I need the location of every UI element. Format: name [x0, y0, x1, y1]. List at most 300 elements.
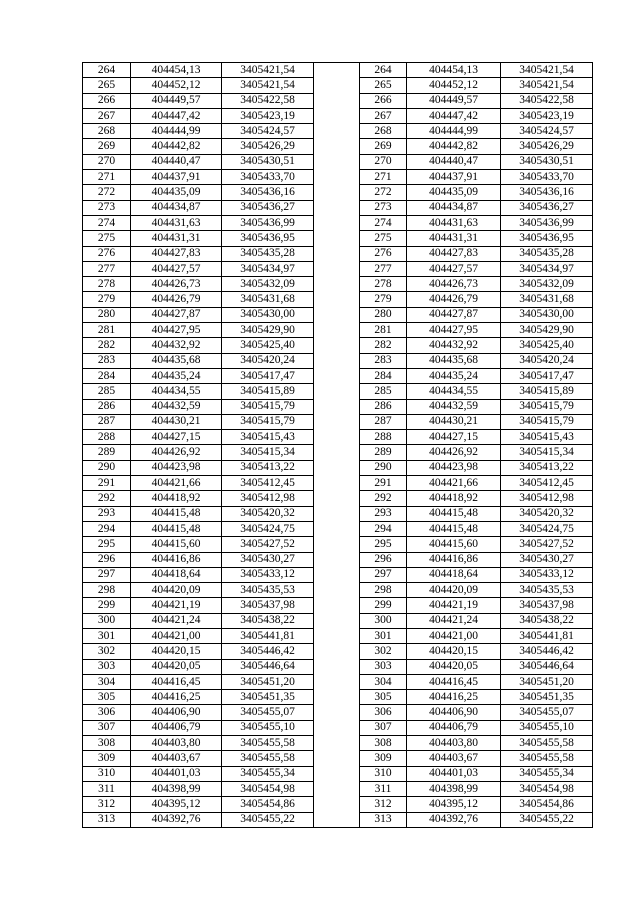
table-row	[83, 384, 593, 399]
table-row	[83, 628, 593, 643]
table-row	[83, 185, 593, 200]
right-point-number-cell: 305	[360, 690, 407, 705]
left-point-number-cell: 290	[83, 460, 131, 475]
left-x-coordinate-cell: 404427,15	[131, 430, 222, 445]
table-row	[83, 338, 593, 353]
table-row	[83, 292, 593, 307]
right-point-number-cell: 292	[360, 491, 407, 506]
right-x-coordinate-cell: 404423,98	[407, 460, 501, 475]
column-gap	[314, 705, 360, 720]
column-gap	[314, 307, 360, 322]
left-x-coordinate-cell: 404420,05	[131, 659, 222, 674]
left-x-coordinate-cell: 404418,92	[131, 491, 222, 506]
column-gap	[314, 460, 360, 475]
column-gap	[314, 521, 360, 536]
right-x-coordinate-cell: 404395,12	[407, 797, 501, 812]
left-point-number-cell: 311	[83, 781, 131, 796]
right-y-coordinate-cell: 3405420,24	[501, 353, 593, 368]
column-gap	[314, 491, 360, 506]
left-point-number-cell: 287	[83, 414, 131, 429]
left-x-coordinate-cell: 404435,24	[131, 368, 222, 383]
column-gap	[314, 430, 360, 445]
right-point-number-cell: 299	[360, 598, 407, 613]
left-y-coordinate-cell: 3405455,58	[222, 736, 314, 751]
column-gap	[314, 690, 360, 705]
column-gap	[314, 139, 360, 154]
right-y-coordinate-cell: 3405451,20	[501, 674, 593, 689]
right-point-number-cell: 297	[360, 567, 407, 582]
left-point-number-cell: 299	[83, 598, 131, 613]
right-point-number-cell: 265	[360, 78, 407, 93]
table-row	[83, 93, 593, 108]
left-point-number-cell: 271	[83, 170, 131, 185]
left-y-coordinate-cell: 3405425,40	[222, 338, 314, 353]
left-y-coordinate-cell: 3405421,54	[222, 78, 314, 93]
left-x-coordinate-cell: 404421,24	[131, 613, 222, 628]
column-gap	[314, 736, 360, 751]
left-x-coordinate-cell: 404426,73	[131, 277, 222, 292]
right-x-coordinate-cell: 404420,15	[407, 644, 501, 659]
right-point-number-cell: 279	[360, 292, 407, 307]
right-x-coordinate-cell: 404447,42	[407, 108, 501, 123]
right-point-number-cell: 306	[360, 705, 407, 720]
left-y-coordinate-cell: 3405415,89	[222, 384, 314, 399]
left-y-coordinate-cell: 3405431,68	[222, 292, 314, 307]
left-point-number-cell: 280	[83, 307, 131, 322]
left-x-coordinate-cell: 404395,12	[131, 797, 222, 812]
right-point-number-cell: 303	[360, 659, 407, 674]
right-point-number-cell: 286	[360, 399, 407, 414]
right-y-coordinate-cell: 3405455,07	[501, 705, 593, 720]
right-point-number-cell: 312	[360, 797, 407, 812]
coordinates-page	[82, 62, 593, 828]
right-point-number-cell: 277	[360, 261, 407, 276]
left-y-coordinate-cell: 3405451,20	[222, 674, 314, 689]
right-point-number-cell: 270	[360, 154, 407, 169]
right-point-number-cell: 304	[360, 674, 407, 689]
column-gap	[314, 93, 360, 108]
table-row	[83, 323, 593, 338]
column-gap	[314, 567, 360, 582]
left-x-coordinate-cell: 404416,25	[131, 690, 222, 705]
right-point-number-cell: 280	[360, 307, 407, 322]
left-x-coordinate-cell: 404434,55	[131, 384, 222, 399]
right-x-coordinate-cell: 404444,99	[407, 124, 501, 139]
left-x-coordinate-cell: 404454,13	[131, 63, 222, 78]
right-x-coordinate-cell: 404426,92	[407, 445, 501, 460]
right-x-coordinate-cell: 404426,73	[407, 277, 501, 292]
column-gap	[314, 414, 360, 429]
right-point-number-cell: 282	[360, 338, 407, 353]
table-row	[83, 78, 593, 93]
right-y-coordinate-cell: 3405433,12	[501, 567, 593, 582]
left-point-number-cell: 278	[83, 277, 131, 292]
left-x-coordinate-cell: 404392,76	[131, 812, 222, 827]
left-y-coordinate-cell: 3405433,12	[222, 567, 314, 582]
left-point-number-cell: 301	[83, 628, 131, 643]
table-row	[83, 613, 593, 628]
column-gap	[314, 368, 360, 383]
right-x-coordinate-cell: 404431,31	[407, 231, 501, 246]
left-point-number-cell: 289	[83, 445, 131, 460]
column-gap	[314, 628, 360, 643]
table-row	[83, 736, 593, 751]
right-y-coordinate-cell: 3405436,27	[501, 200, 593, 215]
right-y-coordinate-cell: 3405438,22	[501, 613, 593, 628]
right-y-coordinate-cell: 3405424,75	[501, 521, 593, 536]
right-y-coordinate-cell: 3405436,16	[501, 185, 593, 200]
right-point-number-cell: 275	[360, 231, 407, 246]
right-y-coordinate-cell: 3405446,42	[501, 644, 593, 659]
table-row	[83, 781, 593, 796]
right-point-number-cell: 309	[360, 751, 407, 766]
right-point-number-cell: 288	[360, 430, 407, 445]
right-point-number-cell: 271	[360, 170, 407, 185]
left-x-coordinate-cell: 404415,60	[131, 537, 222, 552]
left-y-coordinate-cell: 3405427,52	[222, 537, 314, 552]
table-row	[83, 63, 593, 78]
left-y-coordinate-cell: 3405413,22	[222, 460, 314, 475]
right-y-coordinate-cell: 3405424,57	[501, 124, 593, 139]
table-row	[83, 353, 593, 368]
column-gap	[314, 170, 360, 185]
table-row	[83, 583, 593, 598]
table-row	[83, 552, 593, 567]
right-y-coordinate-cell: 3405415,43	[501, 430, 593, 445]
column-gap	[314, 751, 360, 766]
coordinates-table-body	[83, 63, 593, 828]
right-y-coordinate-cell: 3405430,00	[501, 307, 593, 322]
right-x-coordinate-cell: 404415,48	[407, 506, 501, 521]
right-point-number-cell: 264	[360, 63, 407, 78]
right-point-number-cell: 300	[360, 613, 407, 628]
table-row	[83, 690, 593, 705]
left-point-number-cell: 268	[83, 124, 131, 139]
left-x-coordinate-cell: 404403,80	[131, 736, 222, 751]
right-point-number-cell: 301	[360, 628, 407, 643]
right-point-number-cell: 310	[360, 766, 407, 781]
right-x-coordinate-cell: 404406,79	[407, 720, 501, 735]
left-point-number-cell: 279	[83, 292, 131, 307]
right-y-coordinate-cell: 3405431,68	[501, 292, 593, 307]
right-x-coordinate-cell: 404401,03	[407, 766, 501, 781]
left-x-coordinate-cell: 404421,66	[131, 476, 222, 491]
left-x-coordinate-cell: 404421,00	[131, 628, 222, 643]
right-x-coordinate-cell: 404406,90	[407, 705, 501, 720]
right-x-coordinate-cell: 404427,83	[407, 246, 501, 261]
column-gap	[314, 108, 360, 123]
left-x-coordinate-cell: 404435,09	[131, 185, 222, 200]
left-point-number-cell: 295	[83, 537, 131, 552]
table-row	[83, 521, 593, 536]
right-y-coordinate-cell: 3405422,58	[501, 93, 593, 108]
table-row	[83, 307, 593, 322]
left-x-coordinate-cell: 404430,21	[131, 414, 222, 429]
left-y-coordinate-cell: 3405421,54	[222, 63, 314, 78]
right-y-coordinate-cell: 3405437,98	[501, 598, 593, 613]
right-point-number-cell: 307	[360, 720, 407, 735]
left-point-number-cell: 277	[83, 261, 131, 276]
table-row	[83, 430, 593, 445]
left-x-coordinate-cell: 404416,86	[131, 552, 222, 567]
left-y-coordinate-cell: 3405415,79	[222, 414, 314, 429]
left-point-number-cell: 294	[83, 521, 131, 536]
left-point-number-cell: 291	[83, 476, 131, 491]
left-point-number-cell: 275	[83, 231, 131, 246]
left-x-coordinate-cell: 404415,48	[131, 506, 222, 521]
right-point-number-cell: 272	[360, 185, 407, 200]
right-point-number-cell: 285	[360, 384, 407, 399]
right-x-coordinate-cell: 404421,19	[407, 598, 501, 613]
right-x-coordinate-cell: 404421,24	[407, 613, 501, 628]
right-x-coordinate-cell: 404421,00	[407, 628, 501, 643]
left-point-number-cell: 281	[83, 323, 131, 338]
right-x-coordinate-cell: 404427,15	[407, 430, 501, 445]
column-gap	[314, 215, 360, 230]
right-point-number-cell: 302	[360, 644, 407, 659]
column-gap	[314, 797, 360, 812]
right-y-coordinate-cell: 3405436,99	[501, 215, 593, 230]
left-y-coordinate-cell: 3405455,34	[222, 766, 314, 781]
right-point-number-cell: 284	[360, 368, 407, 383]
column-gap	[314, 185, 360, 200]
left-y-coordinate-cell: 3405454,86	[222, 797, 314, 812]
left-x-coordinate-cell: 404420,09	[131, 583, 222, 598]
right-point-number-cell: 269	[360, 139, 407, 154]
right-y-coordinate-cell: 3405455,22	[501, 812, 593, 827]
right-x-coordinate-cell: 404426,79	[407, 292, 501, 307]
left-x-coordinate-cell: 404442,82	[131, 139, 222, 154]
right-point-number-cell: 298	[360, 583, 407, 598]
left-x-coordinate-cell: 404427,57	[131, 261, 222, 276]
column-gap	[314, 78, 360, 93]
left-y-coordinate-cell: 3405426,29	[222, 139, 314, 154]
right-y-coordinate-cell: 3405430,51	[501, 154, 593, 169]
right-point-number-cell: 276	[360, 246, 407, 261]
right-y-coordinate-cell: 3405432,09	[501, 277, 593, 292]
column-gap	[314, 154, 360, 169]
right-x-coordinate-cell: 404403,80	[407, 736, 501, 751]
right-x-coordinate-cell: 404449,57	[407, 93, 501, 108]
right-x-coordinate-cell: 404437,91	[407, 170, 501, 185]
left-x-coordinate-cell: 404418,64	[131, 567, 222, 582]
left-point-number-cell: 298	[83, 583, 131, 598]
left-point-number-cell: 276	[83, 246, 131, 261]
left-x-coordinate-cell: 404403,67	[131, 751, 222, 766]
left-y-coordinate-cell: 3405412,98	[222, 491, 314, 506]
column-gap	[314, 323, 360, 338]
right-x-coordinate-cell: 404452,12	[407, 78, 501, 93]
table-row	[83, 659, 593, 674]
column-gap	[314, 445, 360, 460]
left-y-coordinate-cell: 3405435,28	[222, 246, 314, 261]
right-x-coordinate-cell: 404403,67	[407, 751, 501, 766]
left-point-number-cell: 306	[83, 705, 131, 720]
right-point-number-cell: 268	[360, 124, 407, 139]
right-point-number-cell: 291	[360, 476, 407, 491]
right-x-coordinate-cell: 404435,24	[407, 368, 501, 383]
column-gap	[314, 674, 360, 689]
right-y-coordinate-cell: 3405412,98	[501, 491, 593, 506]
table-row	[83, 277, 593, 292]
right-y-coordinate-cell: 3405421,54	[501, 78, 593, 93]
left-point-number-cell: 309	[83, 751, 131, 766]
left-y-coordinate-cell: 3405412,45	[222, 476, 314, 491]
table-row	[83, 231, 593, 246]
left-y-coordinate-cell: 3405437,98	[222, 598, 314, 613]
table-row	[83, 751, 593, 766]
column-gap	[314, 476, 360, 491]
left-x-coordinate-cell: 404431,63	[131, 215, 222, 230]
right-y-coordinate-cell: 3405415,89	[501, 384, 593, 399]
left-point-number-cell: 297	[83, 567, 131, 582]
column-gap	[314, 231, 360, 246]
left-x-coordinate-cell: 404415,48	[131, 521, 222, 536]
table-row	[83, 368, 593, 383]
right-x-coordinate-cell: 404440,47	[407, 154, 501, 169]
right-y-coordinate-cell: 3405433,70	[501, 170, 593, 185]
table-row	[83, 139, 593, 154]
table-row	[83, 644, 593, 659]
column-gap	[314, 200, 360, 215]
right-y-coordinate-cell: 3405454,98	[501, 781, 593, 796]
left-y-coordinate-cell: 3405436,27	[222, 200, 314, 215]
right-point-number-cell: 290	[360, 460, 407, 475]
left-y-coordinate-cell: 3405434,97	[222, 261, 314, 276]
left-point-number-cell: 307	[83, 720, 131, 735]
right-y-coordinate-cell: 3405413,22	[501, 460, 593, 475]
column-gap	[314, 613, 360, 628]
right-point-number-cell: 266	[360, 93, 407, 108]
right-y-coordinate-cell: 3405435,28	[501, 246, 593, 261]
right-y-coordinate-cell: 3405417,47	[501, 368, 593, 383]
left-x-coordinate-cell: 404431,31	[131, 231, 222, 246]
left-x-coordinate-cell: 404426,92	[131, 445, 222, 460]
right-y-coordinate-cell: 3405426,29	[501, 139, 593, 154]
table-row	[83, 246, 593, 261]
right-y-coordinate-cell: 3405421,54	[501, 63, 593, 78]
right-y-coordinate-cell: 3405451,35	[501, 690, 593, 705]
left-x-coordinate-cell: 404449,57	[131, 93, 222, 108]
right-point-number-cell: 278	[360, 277, 407, 292]
right-point-number-cell: 273	[360, 200, 407, 215]
right-x-coordinate-cell: 404427,57	[407, 261, 501, 276]
left-x-coordinate-cell: 404440,47	[131, 154, 222, 169]
table-row	[83, 414, 593, 429]
column-gap	[314, 292, 360, 307]
left-point-number-cell: 272	[83, 185, 131, 200]
left-y-coordinate-cell: 3405441,81	[222, 628, 314, 643]
left-point-number-cell: 293	[83, 506, 131, 521]
column-gap	[314, 720, 360, 735]
left-x-coordinate-cell: 404427,95	[131, 323, 222, 338]
left-x-coordinate-cell: 404452,12	[131, 78, 222, 93]
left-y-coordinate-cell: 3405430,27	[222, 552, 314, 567]
right-y-coordinate-cell: 3405434,97	[501, 261, 593, 276]
left-point-number-cell: 300	[83, 613, 131, 628]
right-point-number-cell: 308	[360, 736, 407, 751]
right-x-coordinate-cell: 404421,66	[407, 476, 501, 491]
left-point-number-cell: 304	[83, 674, 131, 689]
left-point-number-cell: 308	[83, 736, 131, 751]
right-x-coordinate-cell: 404434,87	[407, 200, 501, 215]
right-x-coordinate-cell: 404434,55	[407, 384, 501, 399]
table-row	[83, 812, 593, 827]
left-y-coordinate-cell: 3405417,47	[222, 368, 314, 383]
right-y-coordinate-cell: 3405415,79	[501, 399, 593, 414]
left-y-coordinate-cell: 3405429,90	[222, 323, 314, 338]
table-row	[83, 766, 593, 781]
left-x-coordinate-cell: 404427,87	[131, 307, 222, 322]
left-point-number-cell: 266	[83, 93, 131, 108]
column-gap	[314, 261, 360, 276]
table-row	[83, 154, 593, 169]
right-y-coordinate-cell: 3405435,53	[501, 583, 593, 598]
column-gap	[314, 399, 360, 414]
left-point-number-cell: 267	[83, 108, 131, 123]
left-point-number-cell: 302	[83, 644, 131, 659]
left-x-coordinate-cell: 404447,42	[131, 108, 222, 123]
right-point-number-cell: 283	[360, 353, 407, 368]
column-gap	[314, 63, 360, 78]
right-y-coordinate-cell: 3405441,81	[501, 628, 593, 643]
table-row	[83, 124, 593, 139]
table-row	[83, 797, 593, 812]
table-row	[83, 705, 593, 720]
left-y-coordinate-cell: 3405432,09	[222, 277, 314, 292]
right-y-coordinate-cell: 3405446,64	[501, 659, 593, 674]
table-row	[83, 567, 593, 582]
column-gap	[314, 812, 360, 827]
left-y-coordinate-cell: 3405435,53	[222, 583, 314, 598]
left-y-coordinate-cell: 3405455,07	[222, 705, 314, 720]
left-y-coordinate-cell: 3405420,32	[222, 506, 314, 521]
right-y-coordinate-cell: 3405455,58	[501, 751, 593, 766]
left-x-coordinate-cell: 404427,83	[131, 246, 222, 261]
right-y-coordinate-cell: 3405427,52	[501, 537, 593, 552]
left-point-number-cell: 274	[83, 215, 131, 230]
left-point-number-cell: 273	[83, 200, 131, 215]
left-y-coordinate-cell: 3405422,58	[222, 93, 314, 108]
left-point-number-cell: 296	[83, 552, 131, 567]
right-x-coordinate-cell: 404432,92	[407, 338, 501, 353]
table-row	[83, 506, 593, 521]
right-x-coordinate-cell: 404427,87	[407, 307, 501, 322]
left-y-coordinate-cell: 3405438,22	[222, 613, 314, 628]
column-gap	[314, 277, 360, 292]
coordinates-table	[82, 62, 593, 828]
right-x-coordinate-cell: 404431,63	[407, 215, 501, 230]
right-x-coordinate-cell: 404415,60	[407, 537, 501, 552]
left-point-number-cell: 285	[83, 384, 131, 399]
right-x-coordinate-cell: 404432,59	[407, 399, 501, 414]
left-x-coordinate-cell: 404398,99	[131, 781, 222, 796]
table-row	[83, 445, 593, 460]
column-gap	[314, 552, 360, 567]
column-gap	[314, 353, 360, 368]
left-x-coordinate-cell: 404432,92	[131, 338, 222, 353]
left-y-coordinate-cell: 3405436,95	[222, 231, 314, 246]
column-gap	[314, 766, 360, 781]
table-row	[83, 491, 593, 506]
left-y-coordinate-cell: 3405424,57	[222, 124, 314, 139]
right-x-coordinate-cell: 404415,48	[407, 521, 501, 536]
right-point-number-cell: 289	[360, 445, 407, 460]
left-point-number-cell: 283	[83, 353, 131, 368]
right-y-coordinate-cell: 3405423,19	[501, 108, 593, 123]
column-gap	[314, 506, 360, 521]
column-gap	[314, 781, 360, 796]
